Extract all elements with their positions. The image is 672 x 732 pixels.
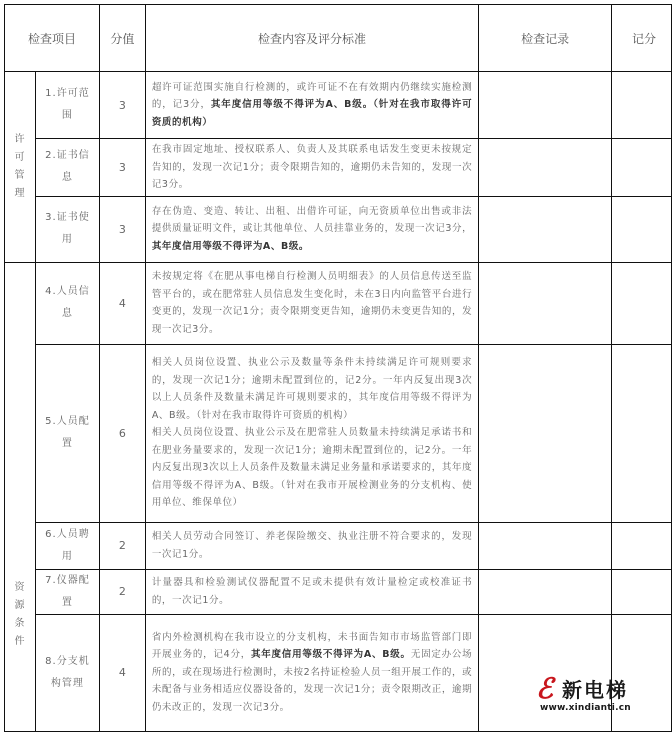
item-label: 8.分支机构管理: [35, 614, 99, 731]
table-row: [5, 139, 672, 197]
logo-url: www.xindianti.cn: [540, 703, 631, 713]
item-label: 7.仪器配置: [35, 569, 99, 614]
header-row: [5, 5, 672, 72]
header-record: 检查记录: [479, 5, 612, 72]
standard-text: 存在伪造、变造、转让、出租、出借许可证，向无资质单位出售或非法提供质量证明文件，或让其他单位、人员挂靠业务的，发现一次记3分，其年度信用等级不得评为A、B级。: [145, 196, 478, 262]
score-value: 6: [99, 344, 145, 522]
score-value: 3: [99, 196, 145, 262]
header-item: 检查项目: [5, 5, 100, 72]
points-cell[interactable]: [612, 522, 672, 569]
item-label: 5.人员配置: [35, 344, 99, 522]
record-cell[interactable]: [479, 196, 612, 262]
standard-text: 在我市固定地址、授权联系人、负责人及其联系电话发生变更未按规定告知的，发现一次记1分；责令限期告知的，逾期仍未告知的，发现一次记3分。: [145, 139, 478, 197]
category-resource-conditions: 资源条件: [5, 262, 36, 731]
item-label: 4.人员信息: [35, 262, 99, 344]
points-cell[interactable]: [612, 262, 672, 344]
item-label: 1.许可范围: [35, 72, 99, 139]
logo-icon: ℰ: [536, 672, 553, 705]
record-cell[interactable]: [479, 569, 612, 614]
table-row: [5, 72, 672, 139]
table-row: [5, 344, 672, 522]
standard-text: 相关人员劳动合同签订、养老保险缴交、执业注册不符合要求的，发现一次记1分。: [145, 522, 478, 569]
item-label: 2.证书信息: [35, 139, 99, 197]
score-value: 4: [99, 262, 145, 344]
points-cell[interactable]: [612, 196, 672, 262]
table-row: [5, 262, 672, 344]
record-cell[interactable]: [479, 139, 612, 197]
record-cell[interactable]: [479, 72, 612, 139]
standard-text: 超许可证范围实施自行检测的，或许可证不在有效期内仍继续实施检测的，记3分，其年度信用等级不得评为A、B级。（针对在我市取得许可资质的机构）: [145, 72, 478, 139]
standard-text: 相关人员岗位设置、执业公示及数量等条件未持续满足许可规则要求的，发现一次记1分；逾期未配置到位的，记2分。一年内反复出现3次以上人员条件及数量未满足许可规则要求的，其年度信用等级不得评为A、B级。（针对在我市取得许可资质的机构） 相关人员岗位设置、执业公示及在肥常驻人员数量未持续满足承诺书和在肥业务量要求的，发现一次记1分；逾期未配置到位的，记2分。一年内反复出现3次以上人员条件及数量未满足业务量和承诺要求的，其年度信用等级不得评为A、B级。（针对在我市开展检测业务的分支机构、使用单位、维保单位）: [145, 344, 478, 522]
record-cell[interactable]: [479, 344, 612, 522]
points-cell[interactable]: [612, 344, 672, 522]
category-permit-management: 许可管理: [5, 72, 36, 263]
header-score: 分值: [99, 5, 145, 72]
inspection-table: [4, 4, 672, 732]
header-points: 记分: [612, 5, 672, 72]
score-value: 4: [99, 614, 145, 731]
item-label: 6.人员聘用: [35, 522, 99, 569]
standard-text: 未按规定将《在肥从事电梯自行检测人员明细表》的人员信息传送至监管平台的，或在肥常驻人员信息发生变化时，未在3日内向监管平台进行变更的，发现一次记1分；责令限期变更告知，逾期仍未变更告知的，发现一次记3分。: [145, 262, 478, 344]
points-cell[interactable]: [612, 569, 672, 614]
logo-brand: 新电梯: [562, 678, 628, 702]
score-value: 3: [99, 72, 145, 139]
table-row: [5, 569, 672, 614]
score-value: 2: [99, 522, 145, 569]
table-row: [5, 196, 672, 262]
table-row: [5, 522, 672, 569]
record-cell[interactable]: [479, 522, 612, 569]
points-cell[interactable]: [612, 139, 672, 197]
watermark-logo: [536, 670, 666, 720]
standard-text: 省内外检测机构在我市设立的分支机构，未书面告知市市场监管部门即开展业务的，记4分，其年度信用等级不得评为A、B级。无固定办公场所的，或在现场进行检测时，未按2名持证检验人员一组开展工作的，或未配备与业务相适应仪器设备的，发现一次记1分；责令限期改正，逾期仍未改正的，发现一次记3分。: [145, 614, 478, 731]
score-value: 3: [99, 139, 145, 197]
points-cell[interactable]: [612, 72, 672, 139]
record-cell[interactable]: [479, 262, 612, 344]
standard-text: 计量器具和检验测试仪器配置不足或未提供有效计量检定或校准证书的，一次记1分。: [145, 569, 478, 614]
item-label: 3.证书使用: [35, 196, 99, 262]
score-value: 2: [99, 569, 145, 614]
header-standard: 检查内容及评分标准: [145, 5, 478, 72]
